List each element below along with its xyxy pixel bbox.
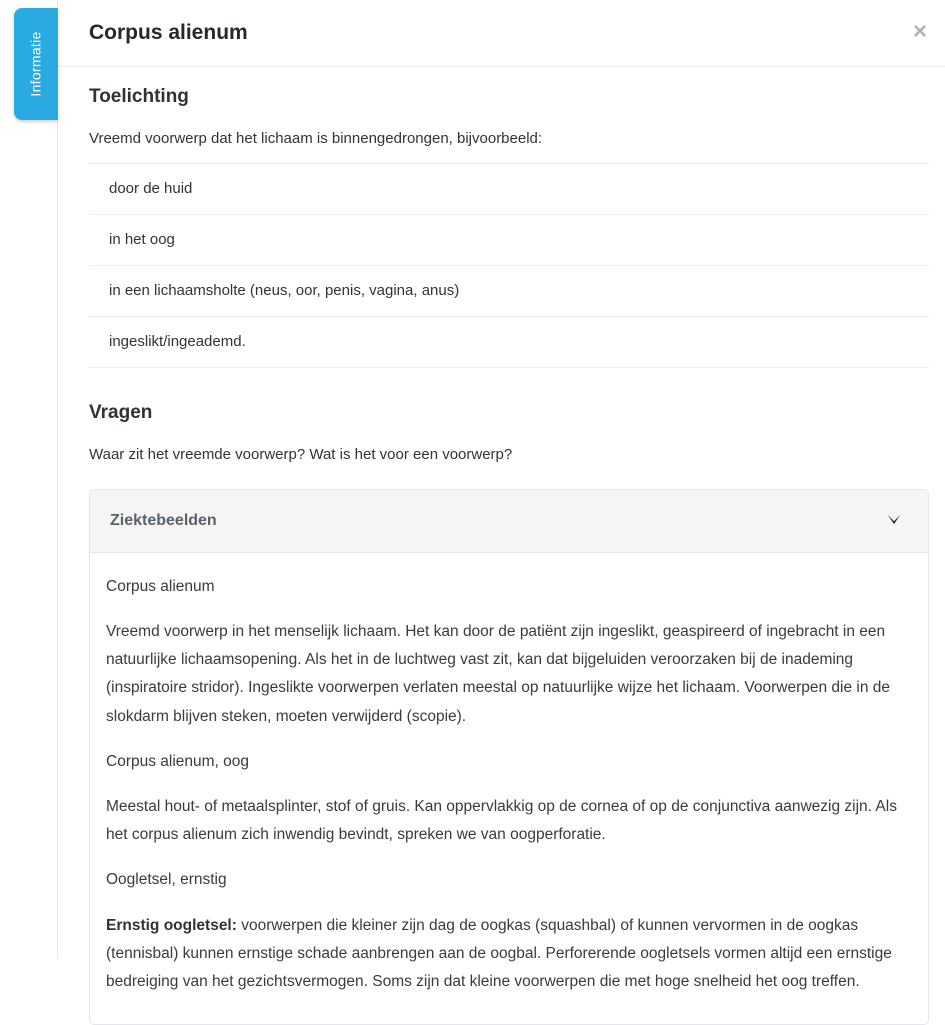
toelichting-list — [89, 163, 929, 368]
list-item: in het oog — [89, 215, 929, 266]
bold-rest: voorwerpen die kleiner zijn dag de oogkas (squashbal) of kunnen vervormen in de oogkas (tennisbal) kunnen ernstige schade aanbrengen aan de oogbal. Perforerende oogletsels vormen altijd een ernstige bedreiging van het gezichtsvermogen. Soms zijn dat kleine voorwerpen die met hoge snelheid het oog treffen. — [106, 916, 892, 991]
paragraph: Vreemd voorwerp in het menselijk lichaam. Het kan door de patiënt zijn ingeslikt, geaspireerd of ingebracht in een natuurlijke lichaamsopening. Als het in de luchtweg vast zit, kan dat bijgeluiden veroorzaken bij de inademing (inspiratoire stridor). Ingeslikte voorwerpen verlaten meestal op natuurlijke wijze het lichaam. Voorwerpen die in de slokdarm blijven steken, moeten verwijderd (scopie). — [106, 623, 890, 725]
list-item: ingeslikt/ingeademd. — [89, 317, 929, 368]
accordion-body — [90, 553, 928, 1024]
tab-informatie-label: Informatie — [28, 31, 44, 97]
paragraph: Corpus alienum, oog — [106, 752, 250, 770]
paragraph: Corpus alienum — [106, 577, 215, 595]
paragraph: Oogletsel, ernstig — [106, 871, 227, 889]
page-title: Corpus alienum — [89, 21, 248, 44]
bold-lead: Ernstig oogletsel: — [106, 916, 237, 934]
accordion-header-label: Ziektebeelden — [110, 511, 217, 529]
ziektebeelden-accordion — [89, 489, 929, 1025]
section-heading-toelichting: Toelichting — [89, 86, 189, 108]
close-icon[interactable]: × — [912, 18, 927, 45]
list-item: door de huid — [89, 164, 929, 215]
panel-body — [58, 67, 945, 1025]
accordion-header-ziektebeelden[interactable] — [90, 490, 928, 553]
paragraph: Meestal hout- of metaalsplinter, stof of gruis. Kan oppervlakkig op de cornea of op de conjunctiva aanwezig zijn. Als het corpus alienum zich inwendig bevindt, spreken we van oogperforatie. — [106, 798, 897, 844]
info-panel — [57, 0, 945, 991]
paragraph-bold-lead — [106, 912, 912, 997]
panel-header — [58, 0, 945, 67]
section-heading-vragen: Vragen — [89, 402, 153, 424]
chevron-down-icon — [886, 512, 902, 530]
vragen-question: Waar zit het vreemde voorwerp? Wat is het voor een voorwerp? — [89, 445, 513, 463]
tab-informatie[interactable] — [14, 8, 58, 120]
list-item: in een lichaamsholte (neus, oor, penis, vagina, anus) — [89, 266, 929, 317]
toelichting-intro: Vreemd voorwerp dat het lichaam is binnengedrongen, bijvoorbeeld: — [89, 130, 543, 148]
